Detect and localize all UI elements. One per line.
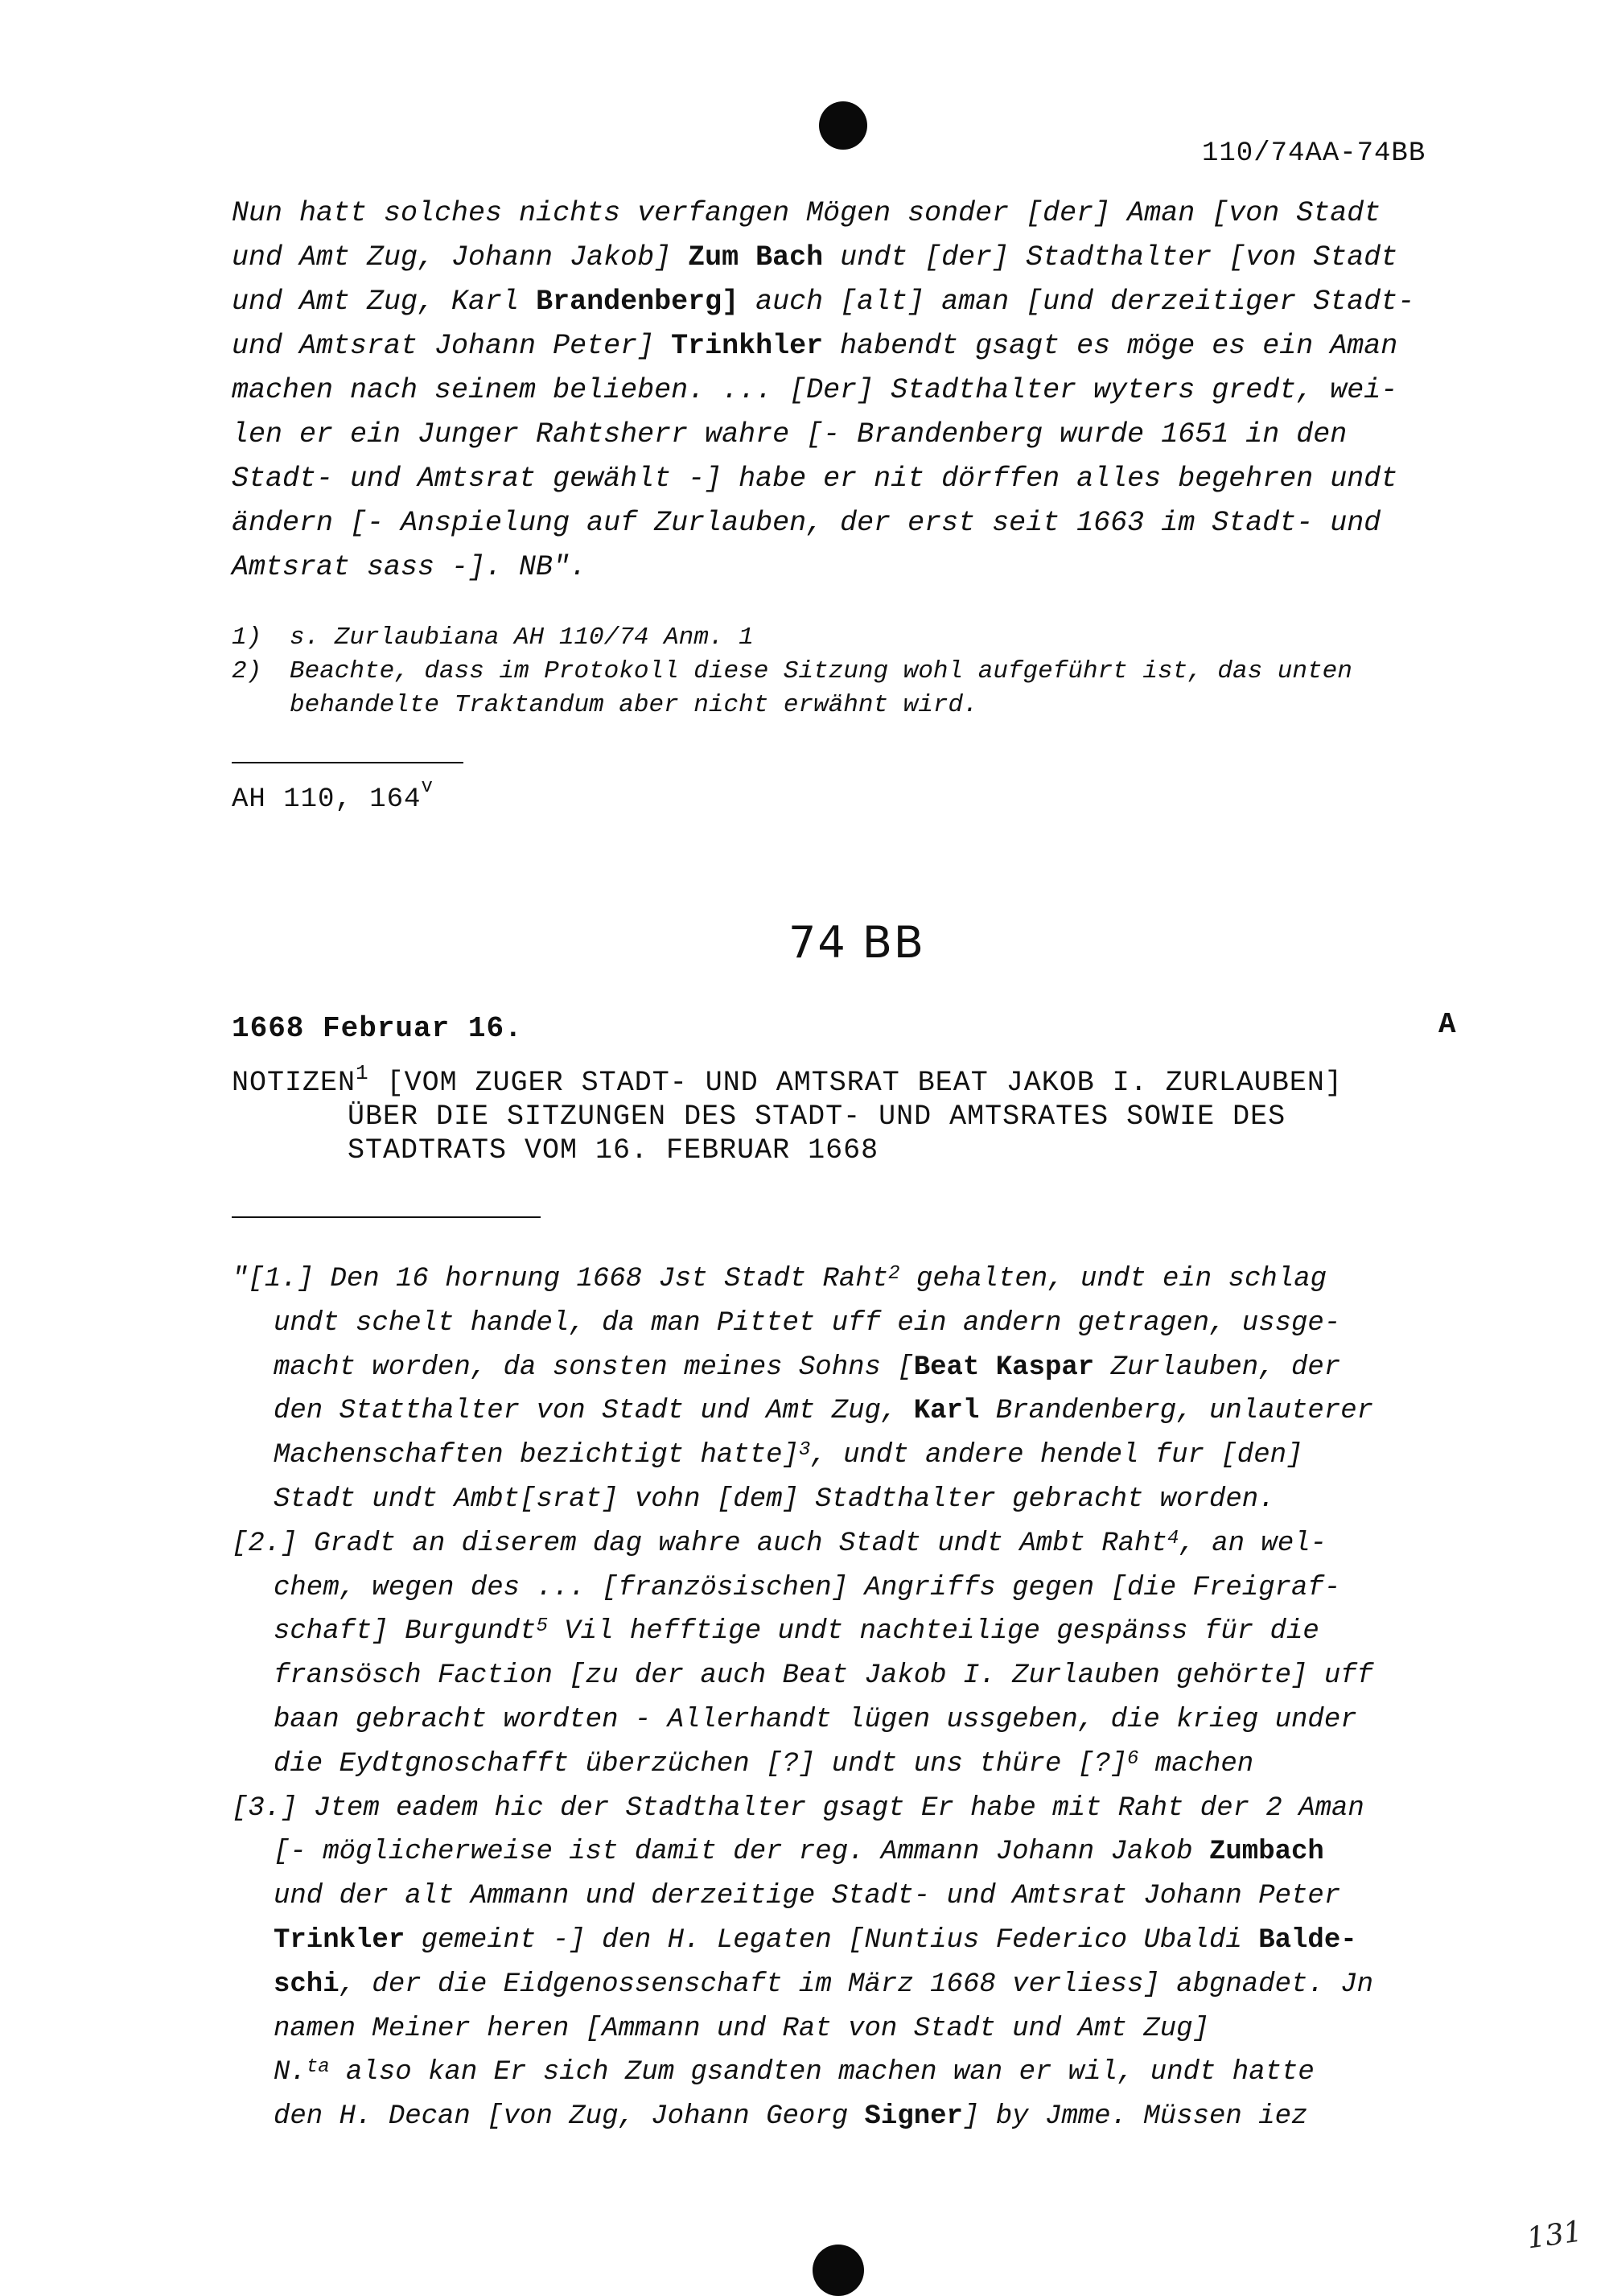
document-date: 1668 Februar 16. xyxy=(232,1012,523,1045)
text-line: machen nach seinem belieben. ... [Der] Stadthalter wyters gredt, wei- xyxy=(232,374,1398,406)
page-signature: 131 xyxy=(1525,2215,1585,2256)
text-line: und Amt Zug, Johann Jakob] Zum Bach undt [der] Stadthalter [von Stadt xyxy=(232,241,1398,274)
archive-reference: 110/74AA-74BB xyxy=(1202,138,1426,169)
text-line: Machenschaften bezichtigt hatte]$^3$, undt andere hendel fur [den] xyxy=(274,1439,1303,1471)
text-line: baan gebracht wordten - Allerhandt lügen ussgeben, die krieg under xyxy=(274,1704,1357,1735)
source-reference: AH 110, 164$^v$ xyxy=(232,776,434,815)
text-line: [- möglicherweise ist damit der reg. Ammann Johann Jakob Zumbach xyxy=(274,1837,1324,1868)
text-line: ändern [- Anspielung auf Zurlauben, der erst seit 1663 im Stadt- und xyxy=(232,507,1381,539)
text-line: Trinkler gemeint -] den H. Legaten [Nuntius Federico Ubaldi Balde- xyxy=(274,1924,1357,1956)
text-line: "[1.] Den 16 hornung 1668 Jst Stadt Raht$^2$ gehalten, undt ein schlag xyxy=(232,1263,1327,1294)
text-line: Nun hatt solches nichts verfangen Mögen sonder [der] Aman [von Stadt xyxy=(232,197,1381,229)
text-line: Stadt undt Ambt[srat] vohn [dem] Stadthalter gebracht worden. xyxy=(274,1483,1275,1515)
text-line: schi, der die Eidgenossenschaft im März 1668 verliess] abgnadet. Jn xyxy=(274,1969,1374,2000)
divider-line-2 xyxy=(232,1216,541,1218)
text-line: [2.] Gradt an diserem dag wahre auch Stadt undt Ambt Raht$^4$, an wel- xyxy=(232,1527,1327,1559)
text-line: namen Meiner heren [Ammann und Rat von Stadt und Amt Zug] xyxy=(274,2013,1209,2044)
punch-hole-top xyxy=(819,101,867,150)
punch-hole-bottom xyxy=(813,2245,864,2296)
text-line: schaft] Burgundt$^5$ Vil hefftige undt nachteilige gespänss für die xyxy=(274,1615,1319,1648)
text-line: den Statthalter von Stadt und Amt Zug, Karl Brandenberg, unlauterer xyxy=(274,1396,1374,1427)
text-line: N.$^{ta}$ also kan Er sich Zum gsandten machen wan er wil, undt hatte xyxy=(274,2056,1315,2088)
footnote-1: 1) s. Zurlaubiana AH 110/74 Anm. 1 xyxy=(232,623,754,652)
document-heading: NOTIZEN$^1$ [VOM ZUGER STADT- UND AMTSRAT BEAT JAKOB I. ZURLAUBEN] ÜBER DIE SITZUNGEN DES STADT- UND AMTSRATES SOWIE DES STADTRATS VOM 16. FEBRUAR 1668 xyxy=(232,1061,1343,1167)
footnote-2-continued: behandelte Traktandum aber nicht erwähnt wird. xyxy=(290,691,978,719)
text-line: chem, wegen des ... [französischen] Angriffs gegen [die Freigraf- xyxy=(274,1572,1341,1603)
text-line: len er ein Junger Rahtsherr wahre [- Brandenberg wurde 1651 in den xyxy=(232,418,1348,451)
text-line: die Eydtgnoschafft überzüchen [?] undt uns thüre [?]$^6$ machen xyxy=(274,1747,1254,1780)
footnotes xyxy=(232,621,1463,722)
body-text xyxy=(232,1257,1487,2139)
text-line: fransösch Faction [zu der auch Beat Jakob I. Zurlauben gehörte] uff xyxy=(274,1660,1374,1692)
text-line: und Amtsrat Johann Peter] Trinkhler habendt gsagt es möge es ein Aman xyxy=(232,330,1398,362)
footnote-2: 2) Beachte, dass im Protokoll diese Sitzung wohl aufgeführt ist, das unten xyxy=(232,657,1352,685)
text-line: Stadt- und Amtsrat gewählt -] habe er nit dörffen alles begehren undt xyxy=(232,463,1398,495)
text-line: und der alt Ammann und derzeitige Stadt- und Amtsrat Johann Peter xyxy=(274,1881,1341,1912)
text-line: Amtsrat sass -]. NB". xyxy=(232,551,587,583)
divider-line xyxy=(232,762,463,763)
document-number: 74 BB xyxy=(788,917,925,968)
text-line: und Amt Zug, Karl Brandenberg] auch [alt] aman [und derzeitiger Stadt- xyxy=(232,286,1415,318)
continued-paragraph xyxy=(232,191,1471,590)
text-line: den H. Decan [von Zug, Johann Georg Signer] by Jmme. Müssen iez xyxy=(274,2101,1308,2133)
text-line: [3.] Jtem eadem hic der Stadthalter gsagt Er habe mit Raht der 2 Aman xyxy=(232,1792,1364,1824)
text-line: macht worden, da sonsten meines Sohns [Beat Kaspar Zurlauben, der xyxy=(274,1352,1341,1383)
copy-type: A xyxy=(1438,1008,1456,1041)
text-line: undt schelt handel, da man Pittet uff ein andern getragen, ussge- xyxy=(274,1307,1341,1339)
